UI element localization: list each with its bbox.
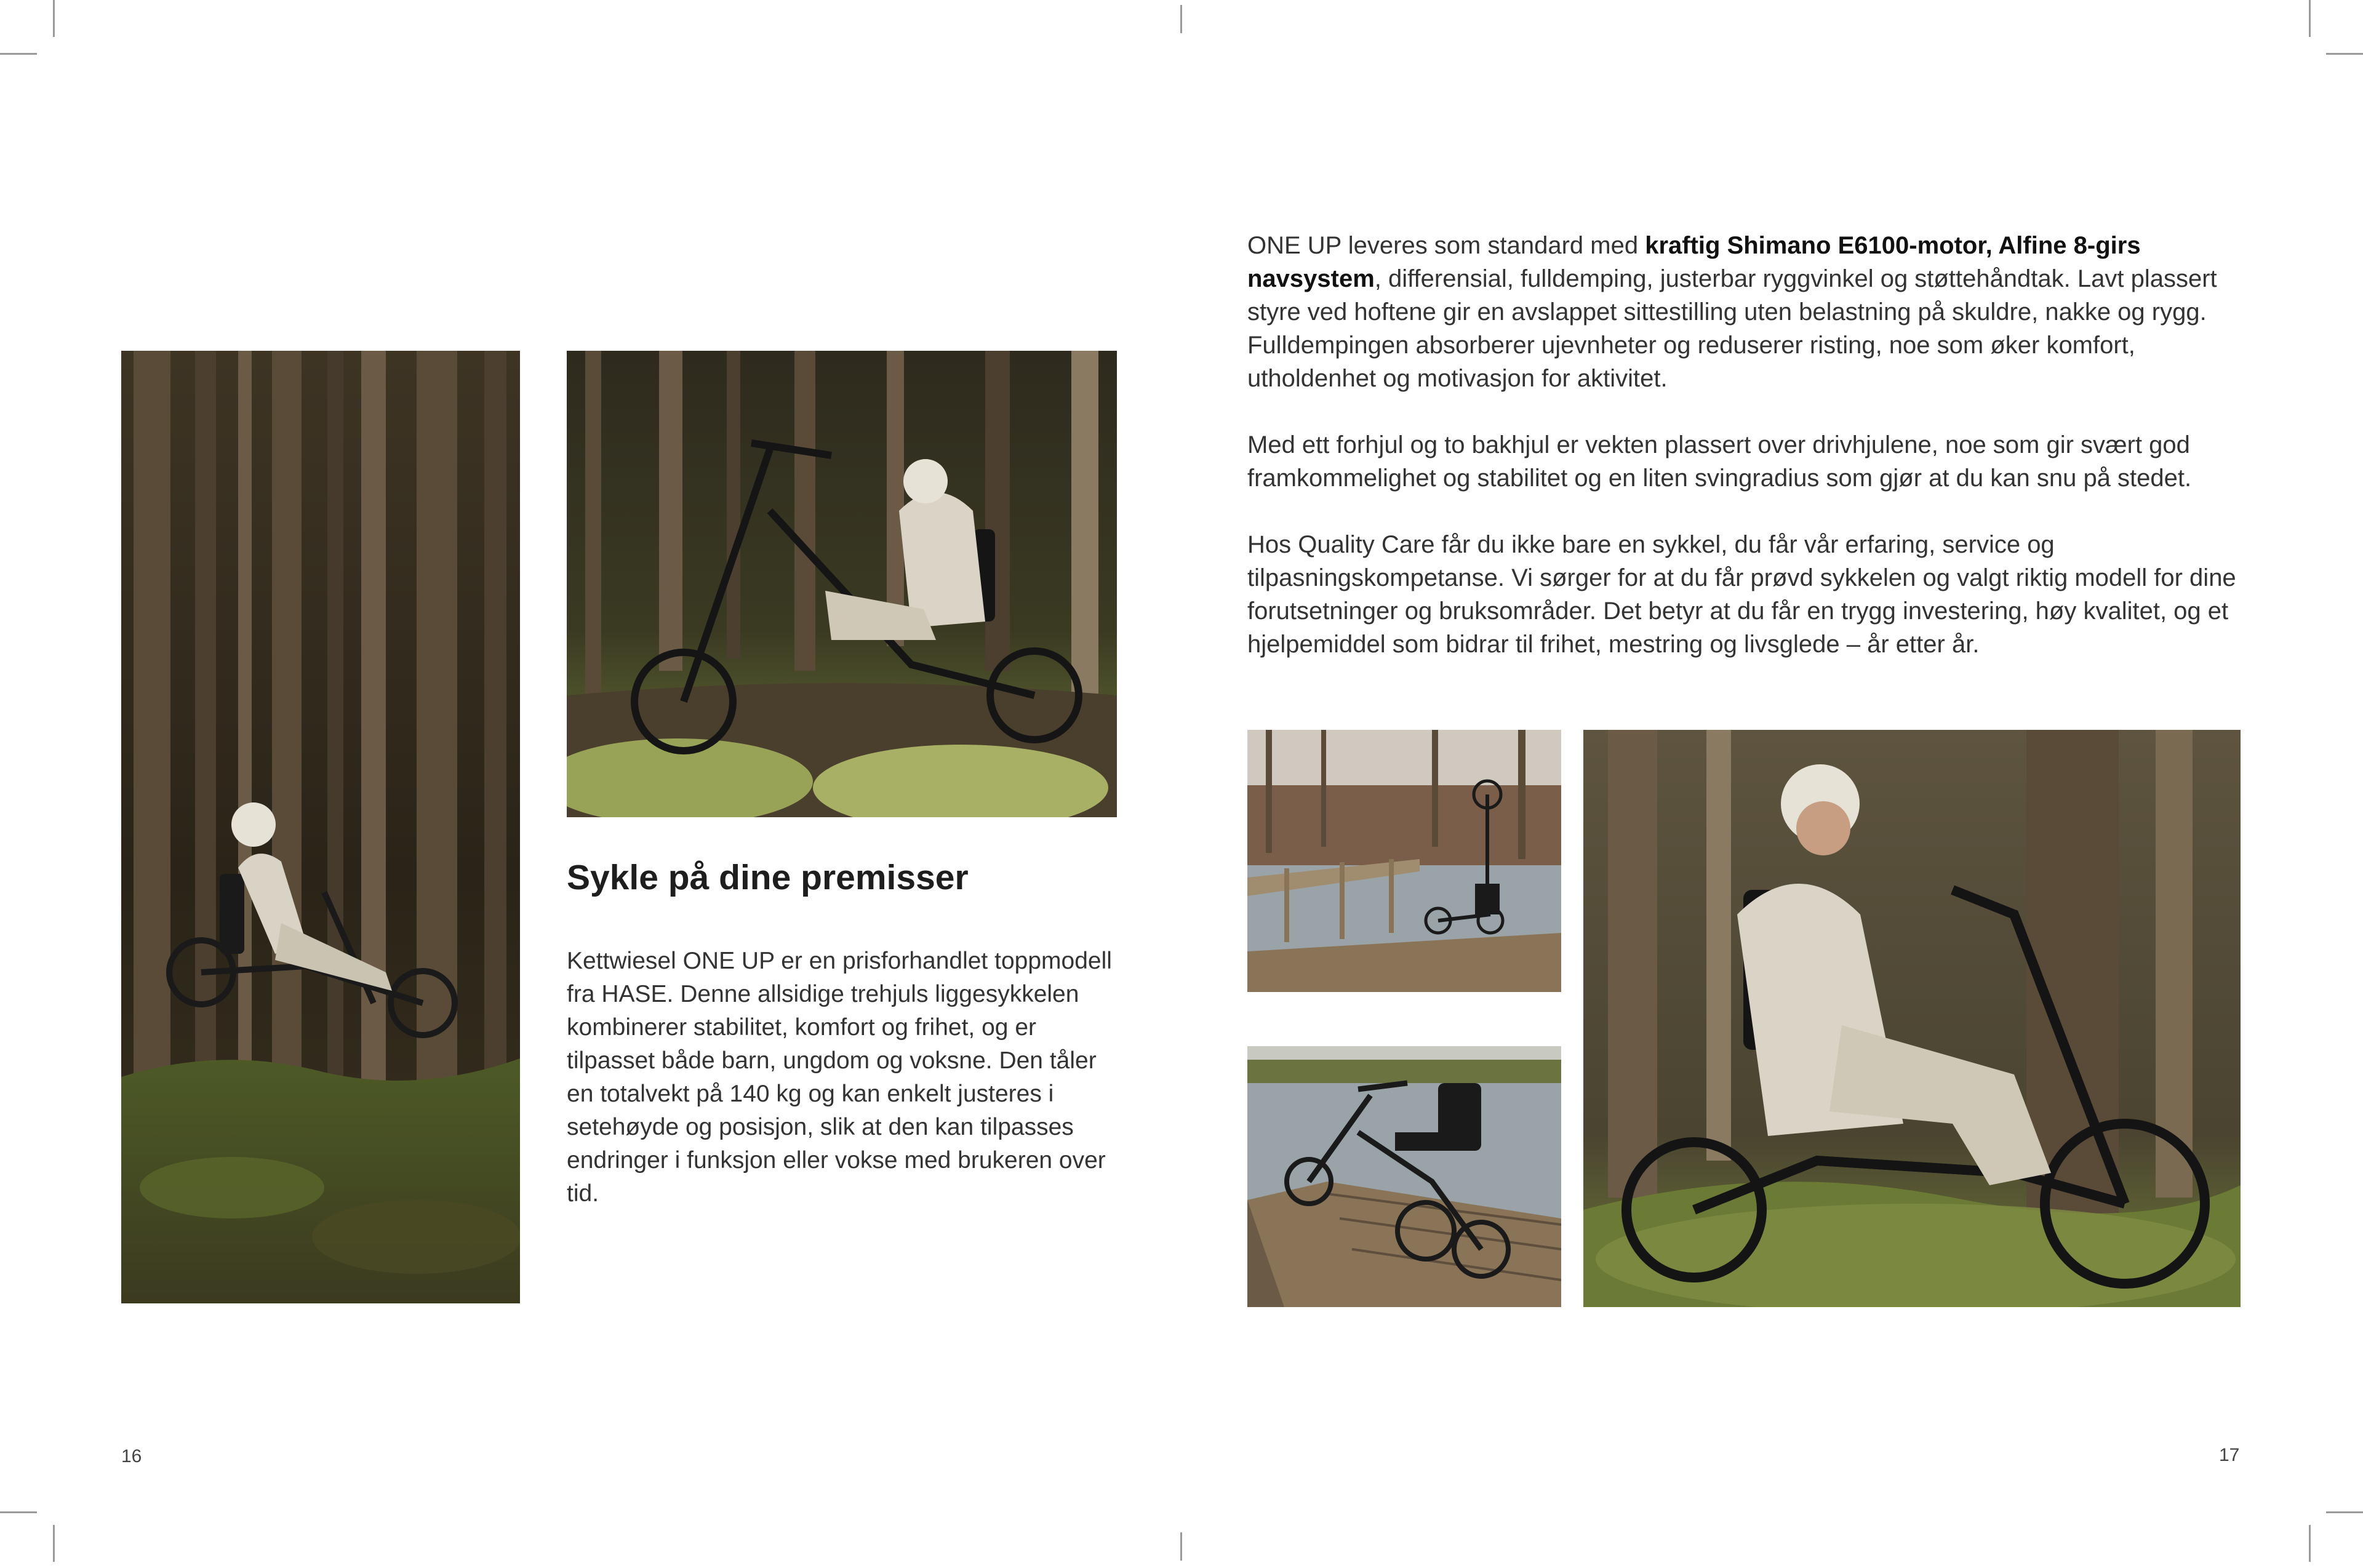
features-rest: , differensial, fulldemping, justerbar ryggvinkel og støttehåndtak. Lavt plassert styre ved hoftene gir en avslappet sittestilling uten belastning på skuldre, nakke og rygg. Fulldempingen absorberer ujevnheter og reduserer risting, noe som øker komfort, utholdenhet og motivasjon for aktivitet.	[1247, 265, 2217, 392]
features-highlight: kraftig Shimano E6100-motor, Alfine 8-girs navsystem	[1247, 232, 2141, 292]
crop-mark	[2309, 0, 2311, 37]
crop-mark	[1180, 5, 1182, 33]
page-number-right: 17	[2219, 1445, 2240, 1465]
crop-mark	[0, 53, 37, 55]
stability-paragraph: Med ett forhjul og to bakhjul er vekten plassert over drivhjulene, noe som gir svært god framkommelighet og stabilitet og en liten svingradius som gjør at du kan snu på stedet.	[1247, 431, 2192, 492]
features-lead: ONE UP leveres som standard med	[1247, 232, 1645, 259]
smiling-rider-photo	[1583, 730, 2241, 1307]
pier-photo-bike-standing	[1247, 730, 1561, 992]
crop-mark	[1180, 1532, 1182, 1561]
crop-mark	[53, 0, 55, 37]
feature-text-block	[1247, 229, 2250, 694]
crop-mark	[53, 1525, 55, 1562]
forest-rider-photo-tall	[121, 351, 520, 1303]
section-heading: Sykle på dine premisser	[567, 858, 969, 897]
crop-mark	[2326, 53, 2363, 55]
features-paragraph	[1247, 229, 2250, 395]
forest-rider-photo-side	[567, 351, 1117, 817]
service-paragraph: Hos Quality Care får du ikke bare en sykkel, du får vår erfaring, service og tilpasningskompetanse. Vi sørger for at du får prøvd sykkelen og valgt riktig modell for dine forutsetninger og bruksområder. Det betyr at du får en trygg investering, høy kvalitet, og et hjelpemiddel som bidrar til frihet, mestring og livsglede – år etter år.	[1247, 531, 2236, 658]
crop-mark	[2326, 1511, 2363, 1513]
page-number-left: 16	[121, 1446, 142, 1466]
intro-paragraph: Kettwiesel ONE UP er en prisforhandlet toppmodell fra HASE. Denne allsidige trehjuls liggesykkelen kombinerer stabilitet, komfort og frihet, og er tilpasset både barn, ungdom og voksne. Den tåler en totalvekt på 140 kg og kan enkelt justeres i setehøyde og posisjon, slik at den kan tilpasses endringer i funksjon eller vokse med brukeren over tid.	[567, 948, 1112, 1207]
pier-photo-bike-parked	[1247, 1046, 1561, 1307]
crop-mark	[0, 1511, 37, 1513]
crop-mark	[2309, 1525, 2311, 1562]
